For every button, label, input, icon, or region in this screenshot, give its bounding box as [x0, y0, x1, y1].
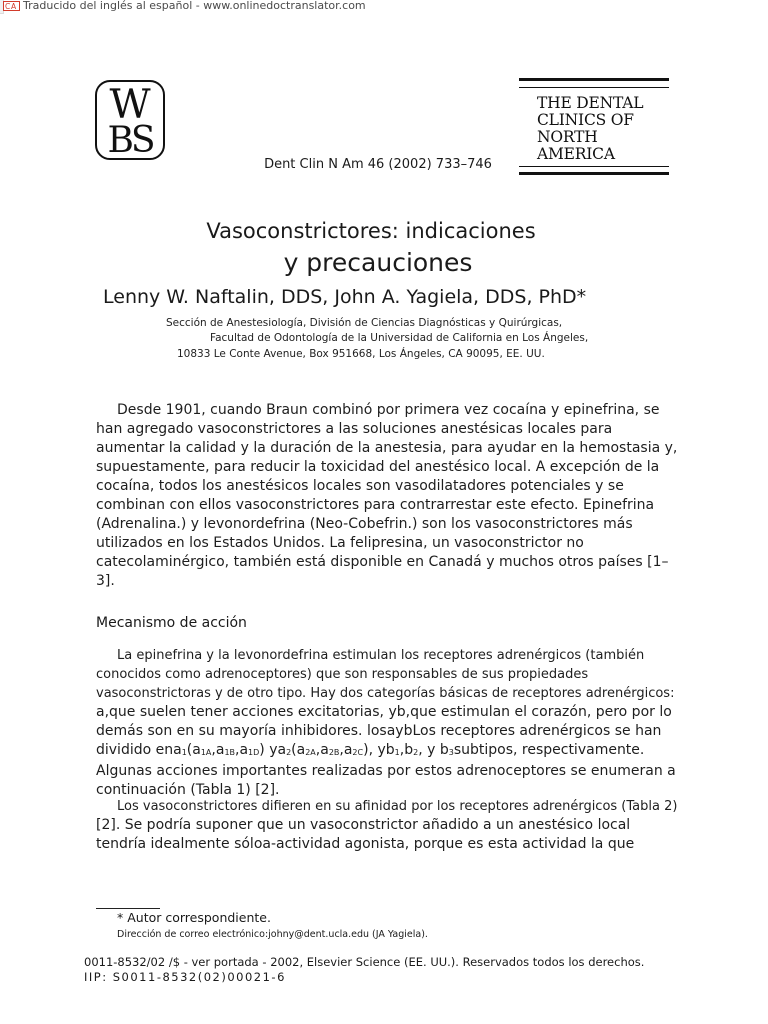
body-paragraph-1 — [96, 646, 680, 800]
journal-name-line: THE DENTAL — [537, 94, 644, 112]
issn-line: 0011-8532/02 /$ - ver portada - 2002, Elsevier Science (EE. UU.). Reservados todos los derechos. — [84, 955, 645, 969]
subscript: 2B — [328, 748, 340, 757]
paragraph-text: subtipos, respectivamente. Algunas acciones importantes realizadas por estos adrenoceptores se enumeran a continuación (Tabla 1) [2]. — [96, 742, 676, 798]
footnote-divider — [96, 908, 160, 909]
paragraph-text: La epinefrina y la levonordefrina estimulan los receptores adrenérgicos (también conocidos como adrenoceptores) que son responsables de sus propiedades vasoconstrictoras y de otro tipo. Hay dos categorías básicas de receptores adrenérgicos: — [96, 648, 675, 701]
paragraph-text: a,que suelen tener acciones excitatorias, yb,que estimulan el corazón, pero por lo demás son en su mayoría inhibidores. losaybLos receptores adrenérgicos se han dividido ena — [96, 704, 672, 758]
affiliation-line1: Sección de Anestesiología, División de Ciencias Diagnósticas y Quirúrgicas, — [166, 317, 563, 329]
section-heading: Mecanismo de acción — [96, 615, 247, 631]
pii-line: IIP: S0011-8532(02)00021-6 — [84, 970, 286, 984]
paragraph-text: ) ya — [259, 742, 287, 758]
subscript: 1 — [394, 748, 400, 757]
paragraph-text: ,a — [235, 742, 249, 758]
footnote-email: Dirección de correo electrónico:johny@dent.ucla.edu (JA Yagiela). — [117, 929, 428, 940]
translator-logo-icon — [3, 1, 20, 11]
paragraph-text: ,b — [399, 742, 414, 758]
article-title-line1: Vasoconstrictores: indicaciones — [206, 219, 536, 243]
paragraph-text: (a — [291, 742, 306, 758]
subscript: 2C — [352, 748, 364, 757]
footnote-corresponding: * Autor correspondiente. — [117, 910, 271, 925]
paragraph-text: Los vasoconstrictores difieren en su afinidad por los receptores adrenérgicos (Tabla 2) — [117, 799, 678, 814]
publisher-logo — [95, 80, 165, 160]
authors: Lenny W. Naftalin, DDS, John A. Yagiela, DDS, PhD* — [103, 286, 587, 308]
journal-name — [519, 88, 669, 166]
subscript: 1D — [248, 748, 260, 757]
citation — [0, 157, 756, 172]
svg-text:W: W — [109, 82, 151, 128]
paragraph-text: ), yb — [363, 742, 395, 758]
journal-name-line: AMERICA — [537, 145, 615, 163]
svg-text:BS: BS — [107, 120, 153, 160]
svg-text:A: A — [11, 2, 17, 11]
affiliation-line3: 10833 Le Conte Avenue, Box 951668, Los Ángeles, CA 90095, EE. UU. — [177, 348, 545, 360]
article-title-line2: y precauciones — [283, 248, 473, 277]
paragraph-text: , y b — [418, 742, 449, 758]
masthead-top-rule — [519, 78, 669, 88]
paragraph-text: [2]. Se podría suponer que un vasoconstrictor añadido a un anestésico local tendría idealmente sóloa-actividad agonista, porque es esta actividad la que — [96, 817, 635, 852]
subscript: 1B — [224, 748, 236, 757]
subscript: 1A — [200, 748, 212, 757]
wbs-logo-icon — [95, 80, 165, 160]
affiliation-line2: Facultad de Odontología de la Universidad de California en Los Ángeles, — [210, 332, 589, 344]
journal-name-line: CLINICS OF — [537, 111, 634, 129]
abstract — [96, 401, 680, 591]
translator-banner[interactable] — [0, 0, 366, 14]
subscript: 2A — [305, 748, 316, 757]
subscript: 3 — [448, 748, 454, 757]
subscript: 1 — [181, 748, 187, 757]
paragraph-text: ,a — [315, 742, 329, 758]
translator-banner-text[interactable]: Traducido del inglés al español - www.onlinedoctranslator.com — [23, 0, 366, 12]
citation-text: Dent Clin N Am 46 (2002) 733–746 — [264, 157, 492, 172]
subscript: 2 — [413, 748, 419, 757]
body-paragraph-2 — [96, 797, 680, 854]
paragraph-text: ,a — [339, 742, 353, 758]
paragraph-text: (a — [186, 742, 201, 758]
abstract-paragraph: Desde 1901, cuando Braun combinó por primera vez cocaína y epinefrina, se han agregado vasoconstrictores a las soluciones anestésicas locales para aumentar la calidad y la duración de la anestesia, para ayudar en la hemostasia y, supuestamente, para reducir la toxicidad del anestésico local. A excepción de la cocaína, todos los anestésicos locales son vasodilatadores potenciales y se combinan con ellos vasoconstrictores para contrarrestar este efecto. Epinefrina (Adrenalina⁠.) y levonordefrina (Neo-Cobefrin⁠.) son los vasoconstrictores más utilizados en los Estados Unidos. La felipresina, un vasoconstrictor no catecolaminérgico, también está disponible en Canadá y muchos otros países [1–3]. — [96, 402, 678, 589]
journal-name-line: NORTH — [537, 128, 598, 146]
svg-text:C: C — [5, 2, 11, 11]
subscript: 2 — [286, 748, 292, 757]
paragraph-text: ,a — [211, 742, 225, 758]
